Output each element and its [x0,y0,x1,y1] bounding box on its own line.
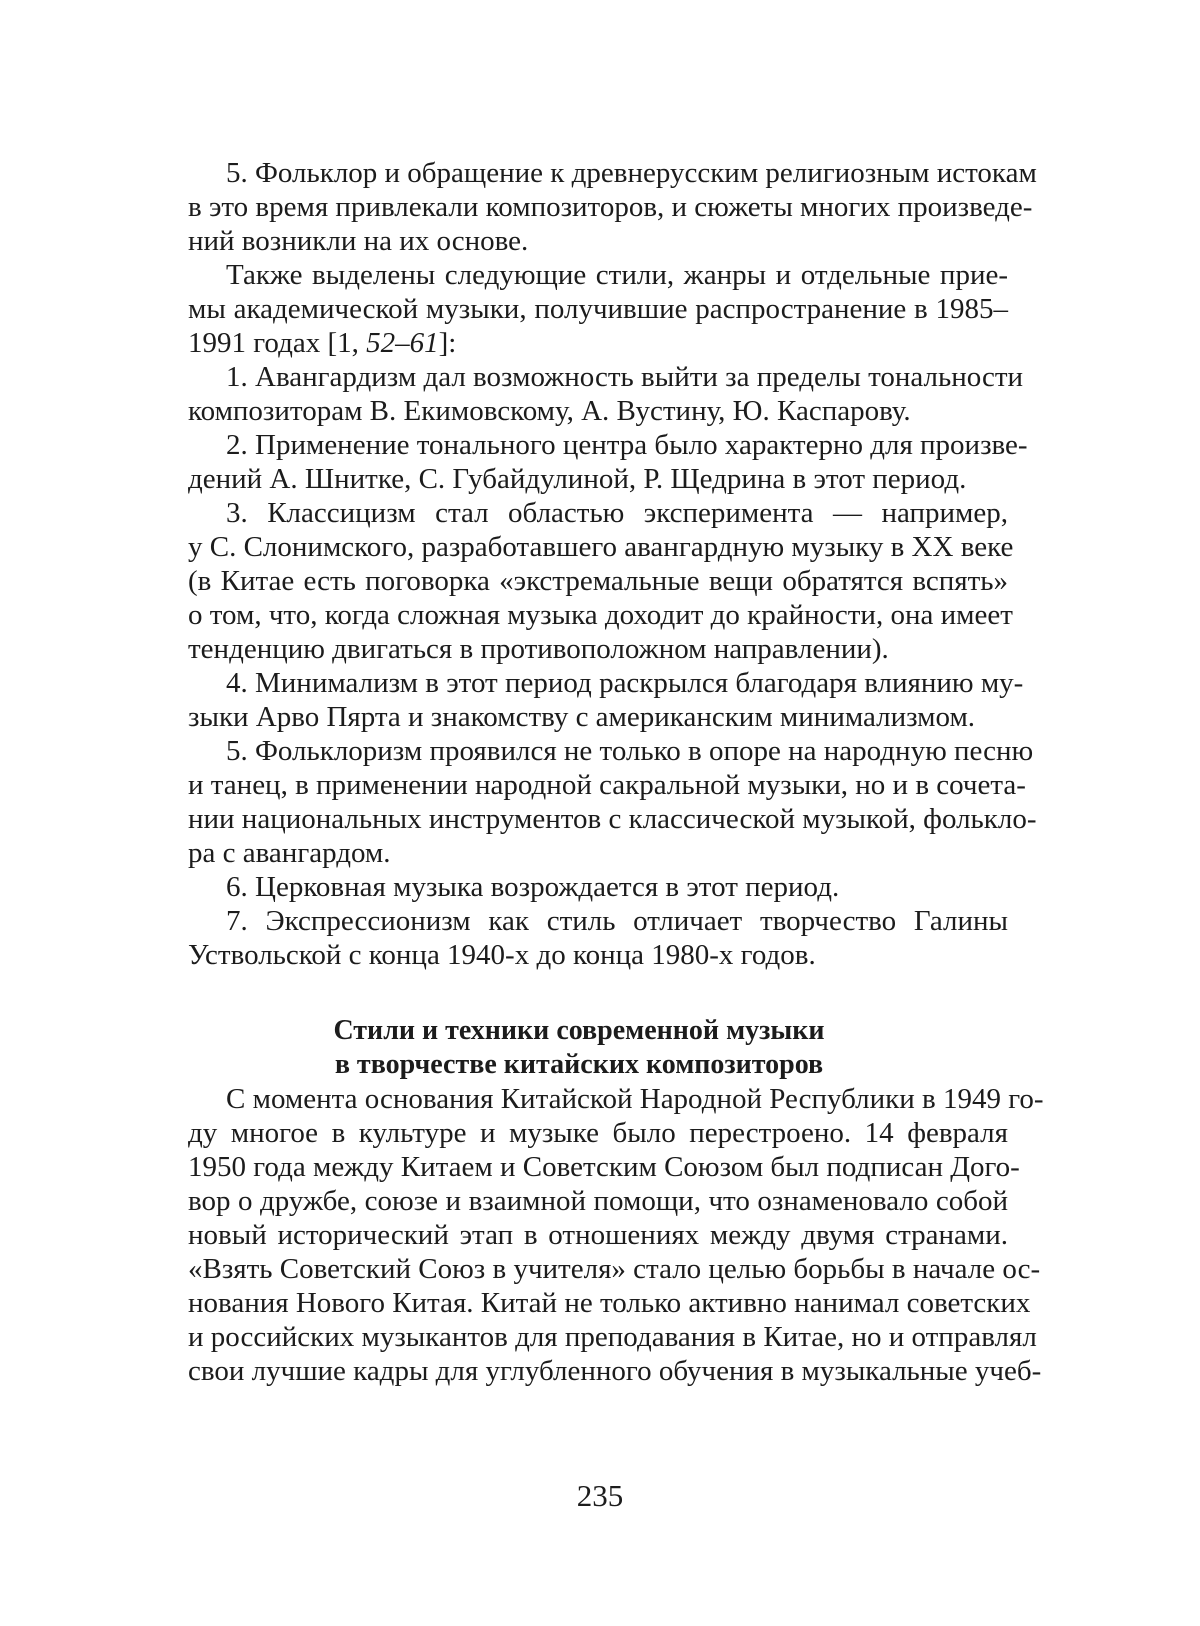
text-line: мы академической музыки, получившие распространение в 1985– [150,292,1008,326]
list-item-expressionism [150,904,1008,972]
text-line: ду многое в культуре и музыке было перестроено. 14 февраля [150,1116,1008,1150]
section-heading-line-2: в творчестве китайских композиторов [150,1048,1008,1082]
list-item-classicism [150,496,1008,666]
text-line: в это время привлекали композиторов, и сюжеты многих произведе- [150,190,1008,224]
reference-pages: 52–61 [366,327,439,359]
list-item-minimalism [150,666,1008,734]
text-line: композиторам В. Екимовскому, А. Вустину, Ю. Каспарову. [150,394,1008,428]
text-line: и танец, в применении народной сакральной музыки, но и в сочета- [150,768,1008,802]
text-line: 5. Фольклор и обращение к древнерусским религиозным истокам [150,156,1008,190]
text-line: ний возникли на их основе. [150,224,1008,258]
text-line: ра с авангардом. [150,836,1008,870]
text-line: 3. Классицизм стал областью эксперимента — например, [150,496,1008,530]
text-line: Уствольской с конца 1940-х до конца 1980-х годов. [150,938,1008,972]
text-line: Также выделены следующие стили, жанры и отдельные прие- [150,258,1008,292]
text-line: (в Китае есть поговорка «экстремальные вещи обратятся вспять» [150,564,1008,598]
text-line-with-reference [150,326,1008,360]
page-number: 235 [0,1478,1200,1514]
text-line: тенденцию двигаться в противоположном направлении). [150,632,1008,666]
list-item-folklorism [150,734,1008,870]
text-line: дений А. Шнитке, С. Губайдулиной, Р. Щедрина в этот период. [150,462,1008,496]
list-item-church-music [150,870,1008,904]
text-line: у С. Слонимского, разработавшего авангардную музыку в XX веке [150,530,1008,564]
text-line: 4. Минимализм в этот период раскрылся благодаря влиянию му- [150,666,1008,700]
text-line: 6. Церковная музыка возрождается в этот период. [150,870,1008,904]
text-line: вор о дружбе, союзе и взаимной помощи, что ознаменовало собой [150,1184,1008,1218]
list-item-avantgarde [150,360,1008,428]
paragraph-folklore-sources [150,156,1008,258]
paragraph-styles-intro [150,258,1008,360]
text-line: о том, что, когда сложная музыка доходит до крайности, она имеет [150,598,1008,632]
text-line: и российских музыкантов для преподавания в Китае, но и отправлял [150,1320,1008,1354]
section-heading-line-1: Стили и техники современной музыки [150,1014,1008,1048]
text-line: зыки Арво Пярта и знакомству с американским минимализмом. [150,700,1008,734]
text-line: «Взять Советский Союз в учителя» стало целью борьбы в начале ос- [150,1252,1008,1286]
paragraph-china-ussr [150,1082,1008,1388]
text-line: 1950 года между Китаем и Советским Союзом был подписан Дого- [150,1150,1008,1184]
reference-suffix: ]: [439,327,457,359]
page-body [150,156,1008,1388]
text-line: 1. Авангардизм дал возможность выйти за пределы тональности [150,360,1008,394]
reference-prefix: 1991 годах [1, [188,327,366,359]
text-line: свои лучшие кадры для углубленного обучения в музыкальные учеб- [150,1354,1008,1388]
section-heading [150,1014,1008,1082]
text-line: 5. Фольклоризм проявился не только в опоре на народную песню [150,734,1008,768]
text-line: 7. Экспрессионизм как стиль отличает творчество Галины [150,904,1008,938]
text-line: нования Нового Китая. Китай не только активно нанимал советских [150,1286,1008,1320]
list-item-tonal-center [150,428,1008,496]
text-line: С момента основания Китайской Народной Республики в 1949 го- [150,1082,1008,1116]
text-line: нии национальных инструментов с классической музыкой, фолькло- [150,802,1008,836]
text-line: 2. Применение тонального центра было характерно для произве- [150,428,1008,462]
text-line: новый исторический этап в отношениях между двумя странами. [150,1218,1008,1252]
